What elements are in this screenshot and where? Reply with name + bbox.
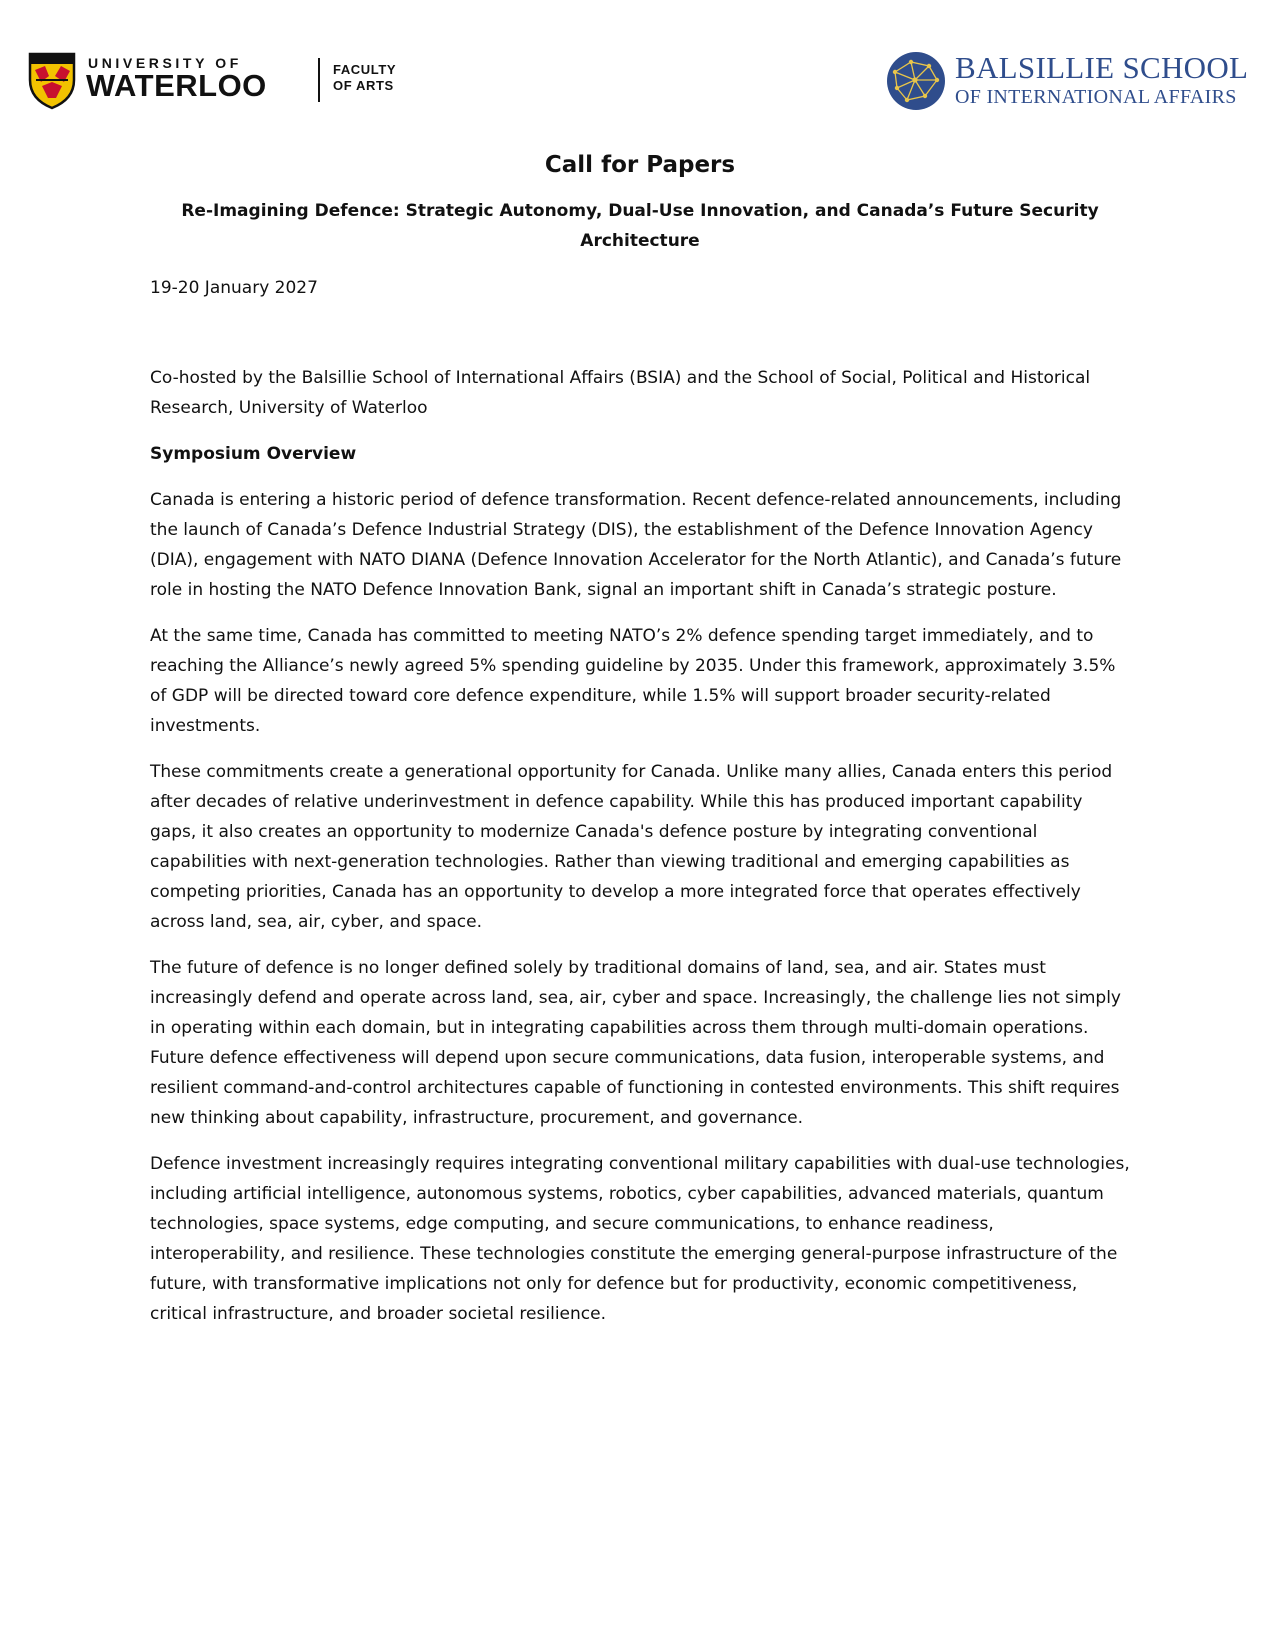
document-body	[150, 150, 1130, 1329]
waterloo-shield-icon	[28, 52, 76, 110]
faculty-line2: OF ARTS	[333, 78, 394, 93]
balsillie-school-logo	[885, 48, 1255, 114]
university-of-waterloo-logo	[28, 52, 397, 112]
cohost-statement: Co-hosted by the Balsillie School of International Affairs (BSIA) and the School of Social, Political and Historical Research, University of Waterloo	[150, 368, 1091, 418]
bsia-logo-line2: OF INTERNATIONAL AFFAIRS	[955, 86, 1237, 108]
paragraph: Canada is entering a historic period of defence transformation. Recent defence-related announcements, including the launch of Canada’s Defence Industrial Strategy (DIS), the establishment of the Defence Innovation Agency (DIA), engagement with NATO DIANA (Defence Innovation Accelerator for the North Atlantic), and Canada’s future role in hosting the NATO Defence Innovation Bank, signal an important shift in Canada’s strategic posture.	[150, 490, 1122, 600]
logo-divider	[318, 58, 320, 102]
faculty-line1: FACULTY	[333, 62, 397, 77]
document-title: Call for Papers	[544, 152, 736, 178]
page-header	[0, 0, 1275, 130]
paragraph: At the same time, Canada has committed to meeting NATO’s 2% defence spending target immediately, and to reaching the Alliance’s newly agreed 5% spending guideline by 2035. Under this framework, approximately 3.5% of GDP will be directed toward core defence expenditure, while 1.5% will support broader security-related investments.	[150, 626, 1116, 736]
section-heading: Symposium Overview	[150, 444, 357, 464]
document-subtitle: Re-Imagining Defence: Strategic Autonomy, Dual-Use Innovation, and Canada’s Future Security Architecture	[181, 201, 1099, 251]
paragraph: These commitments create a generational opportunity for Canada. Unlike many allies, Canada enters this period after decades of relative underinvestment in defence capability. While this has produced important capability gaps, it also creates an opportunity to modernize Canada's defence posture by integrating conventional capabilities with next-generation technologies. Rather than viewing traditional and emerging capabilities as competing priorities, Canada has an opportunity to develop a more integrated force that operates effectively across land, sea, air, cyber, and space.	[150, 762, 1113, 932]
uw-logo-line1: UNIVERSITY OF	[88, 55, 242, 71]
bsia-logo-line1: BALSILLIE SCHOOL	[955, 50, 1249, 85]
uw-logo-line2: WATERLOO	[86, 68, 267, 103]
faculty-label	[333, 62, 413, 94]
paragraph: Defence investment increasingly requires integrating conventional military capabilities with dual-use technologies, including artificial intelligence, autonomous systems, robotics, cyber capabilities, advanced materials, quantum technologies, space systems, edge computing, and secure communications, to enhance readiness, interoperability, and resilience. These technologies constitute the emerging general-purpose infrastructure of the future, with transformative implications not only for defence but for productivity, economic competitiveness, critical infrastructure, and broader societal resilience.	[150, 1154, 1130, 1324]
event-date: 19-20 January 2027	[150, 278, 318, 298]
paragraph: The future of defence is no longer defined solely by traditional domains of land, sea, and air. States must increasingly defend and operate across land, sea, air, cyber and space. Increasingly, the challenge lies not simply in operating within each domain, but in integrating capabilities across them through multi-domain operations. Future defence effectiveness will depend upon secure communications, data fusion, interoperable systems, and resilient command-and-control architectures capable of functioning in contested environments. This shift requires new thinking about capability, infrastructure, procurement, and governance.	[150, 958, 1121, 1128]
globe-network-icon	[885, 50, 947, 112]
